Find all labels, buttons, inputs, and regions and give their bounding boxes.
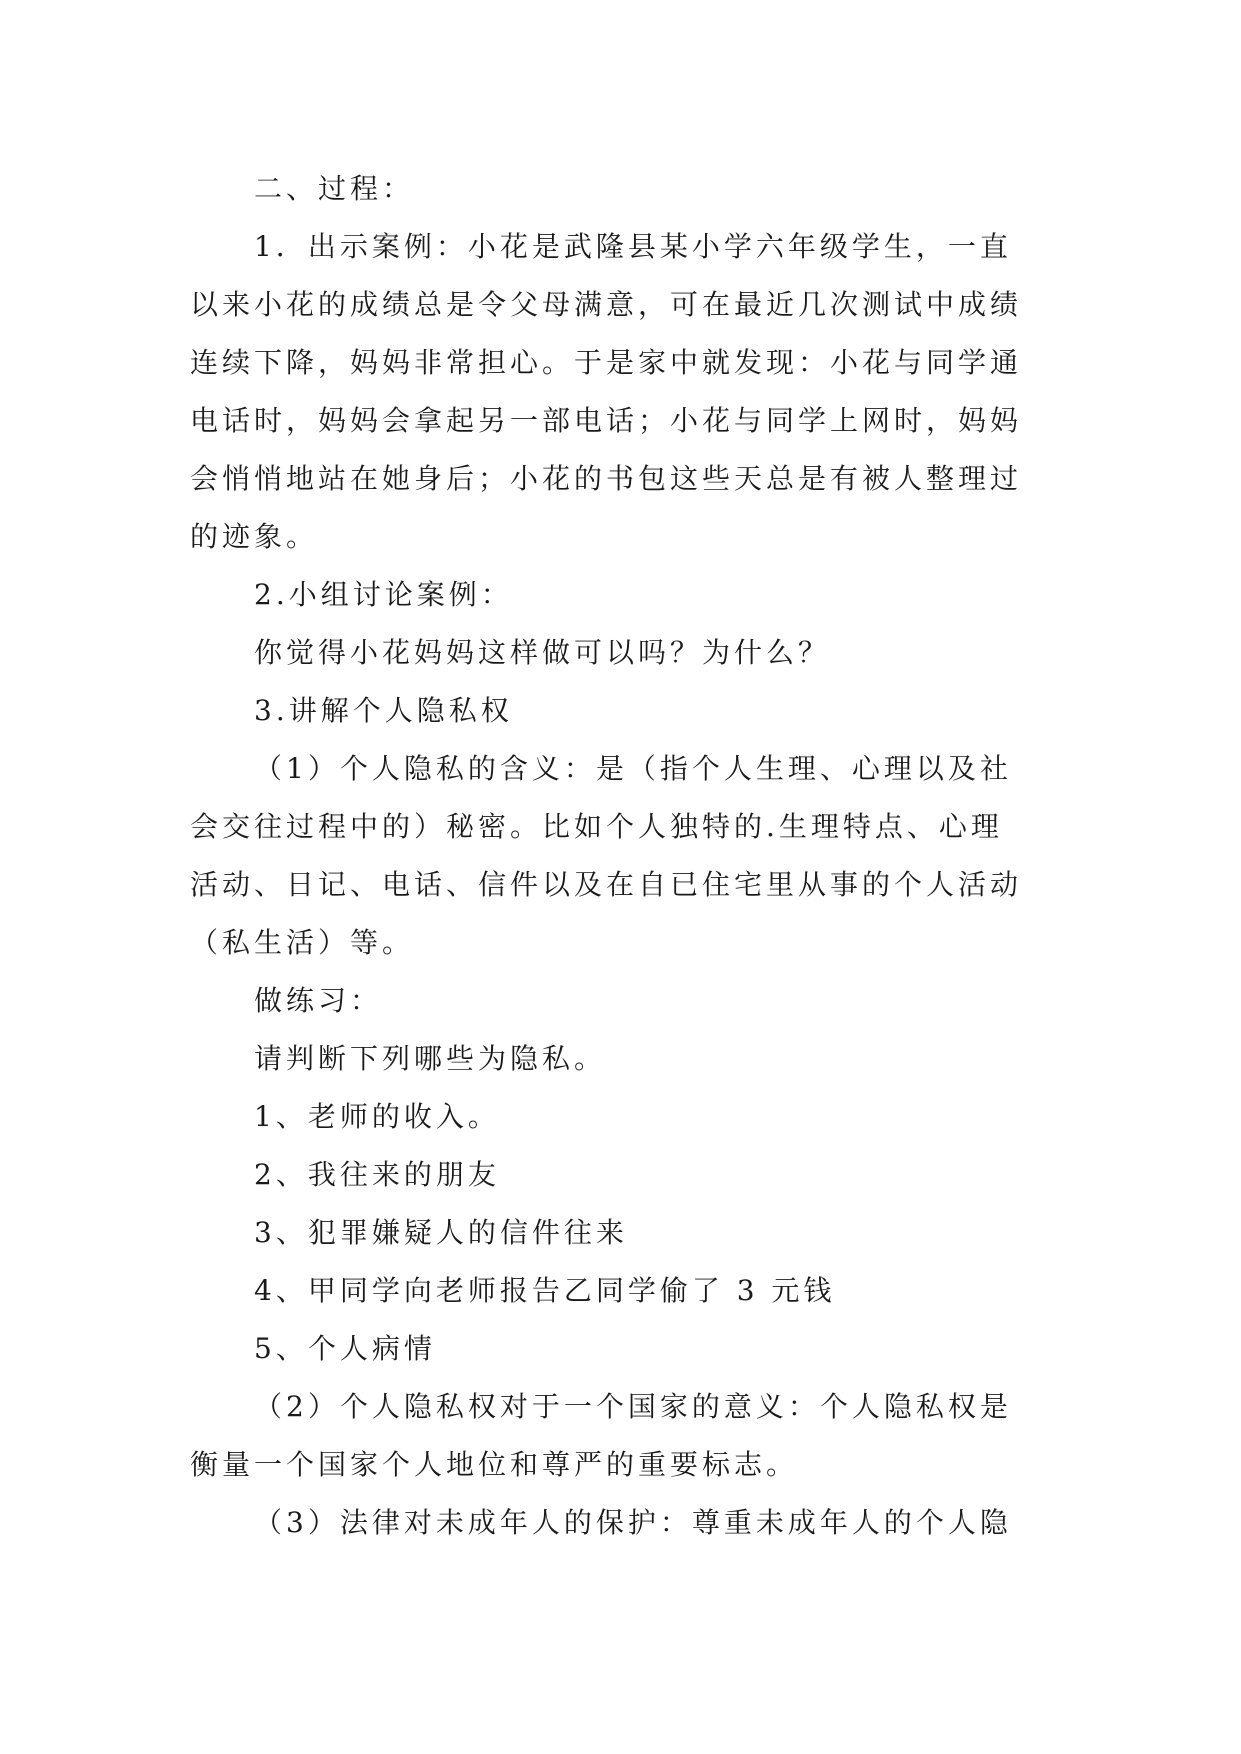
exercise-instruction: 请判断下列哪些为隐私。 — [254, 1042, 607, 1075]
list-item: 2、我往来的朋友 — [254, 1158, 500, 1191]
paragraph-line: 1．出示案例：小花是武隆县某小学六年级学生，一直 — [254, 230, 1012, 263]
list-item: 5、个人病情 — [254, 1332, 436, 1365]
paragraph-line: （私生活）等。 — [190, 926, 415, 959]
document-body — [190, 160, 1050, 1552]
subheading: 3.讲解个人隐私权 — [254, 694, 513, 727]
list-item: 1、老师的收入。 — [254, 1100, 500, 1133]
paragraph-line: 的迹象。 — [190, 520, 319, 553]
paragraph-line: （3）法律对未成年人的保护：尊重未成年人的个人隐 — [254, 1506, 1012, 1539]
paragraph-line: 会交往过程中的）秘密。比如个人独特的.生理特点、心理 — [190, 810, 1003, 843]
section-heading: 二、过程： — [254, 172, 415, 205]
paragraph-line: 活动、日记、电话、信件以及在自已住宅里从事的个人活动 — [190, 868, 1023, 901]
subheading: 2.小组讨论案例： — [254, 578, 513, 611]
list-item: 3、犯罪嫌疑人的信件往来 — [254, 1216, 628, 1249]
paragraph-line: 衡量一个国家个人地位和尊严的重要标志。 — [190, 1448, 799, 1481]
paragraph-line: （1）个人隐私的含义：是（指个人生理、心理以及社 — [254, 752, 1012, 785]
paragraph-line: 以来小花的成绩总是令父母满意，可在最近几次测试中成绩 — [190, 288, 1023, 321]
paragraph-line: 会悄悄地站在她身后；小花的书包这些天总是有被人整理过 — [190, 462, 1023, 495]
paragraph-line: 连续下降，妈妈非常担心。于是家中就发现：小花与同学通 — [190, 346, 1023, 379]
paragraph-line: 电话时，妈妈会拿起另一部电话；小花与同学上网时，妈妈 — [190, 404, 1023, 437]
list-item: 4、甲同学向老师报告乙同学偷了 3 元钱 — [254, 1274, 836, 1307]
question-line: 你觉得小花妈妈这样做可以吗？为什么？ — [254, 636, 831, 669]
exercise-heading: 做练习： — [254, 984, 383, 1017]
paragraph-line: （2）个人隐私权对于一个国家的意义：个人隐私权是 — [254, 1390, 1012, 1423]
